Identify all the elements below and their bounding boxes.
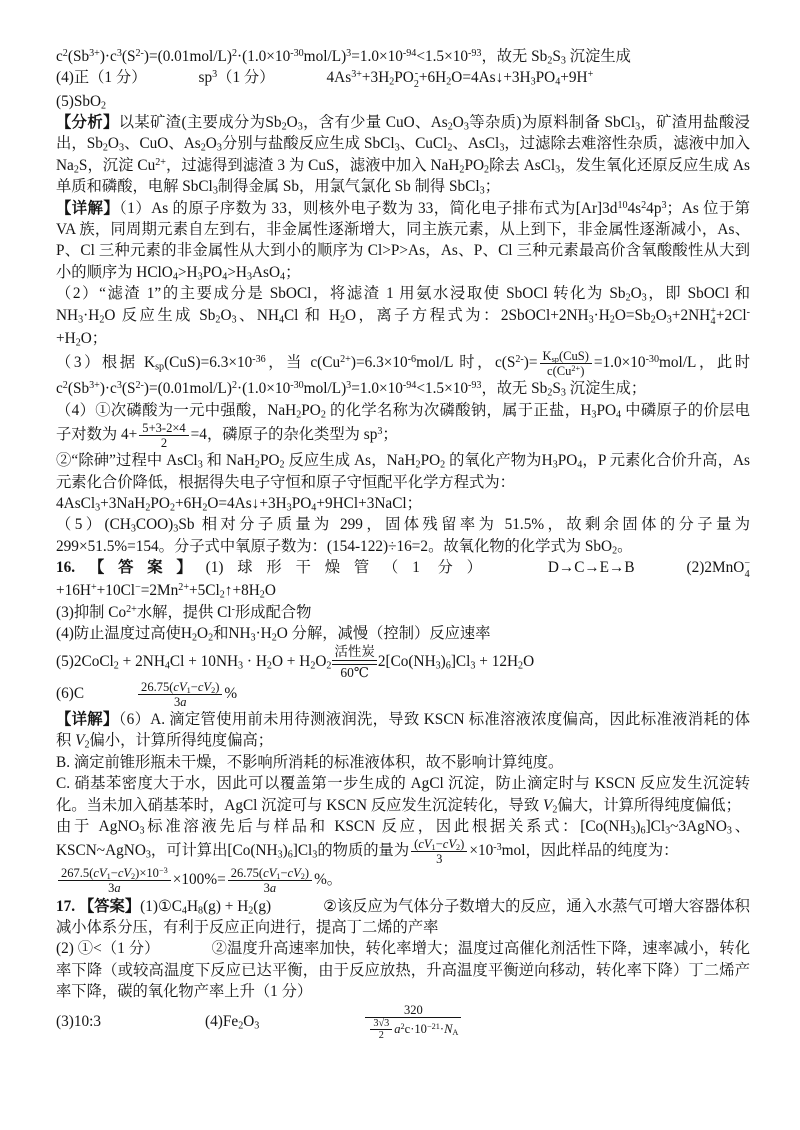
- answer-16-1-2: 16.【答案】(1)球形干燥管（1 分） D→C→E→B (2)2MnO − 4 $+16H^++10Cl^-=2Mn^{2+}+5Cl2↑+8H2O$: [56, 558, 751, 601]
- detail-16-6-option-c: C. 硝基苯密度大于水，因此可以覆盖第一步生成的 AgCl 沉淀，防止滴定时与 KSCN 反应发生沉淀转化。当未加入硝基苯时，AgCl 沉淀可与 KSCN 反应发生沉淀转化，导致 V2偏大，计算所得纯度偏低；: [56, 775, 750, 816]
- detail-15-4-part2: ②“除砷”过程中 AsCl3 和 NaH2PO2 反应生成 As，NaH2PO2 的氧化产物为H3PO4，P 元素化合价升高，As 元素化合价降低，根据得失电子守恒和原子守恒配平化学方程式为：: [56, 452, 750, 491]
- detail-15-3: （3）根据 $Ksp(CuS)=6.3\times 10^{-36}$，当 $c(Cu^{2+})=6.3\times 10^{-6}mol/L$ 时，$c(S^{2-})=$ $\frac{\text{Ksp(CuS)}}{c(Cu^{2+})}$ $=1.0\times 10^{-30}mol/L$，此时 $c^2(Sb^{3+})\cdot c^3(S^{2-})=(0.01mol/L)^2\cdot(1.0\times 10^{-30}mol/L)^3=1.0\times 10^{-94}<1.5\times 10^{-93}$，故无 Sb2S3 沉淀生成；: [56, 349, 750, 399]
- detail-15-4-part1: （4）①次磷酸为一元中强酸，NaH2PO2 的化学名称为次磷酸钠，属于正盐，H3PO4 中磷原子的价层电子对数为 4+ $\frac{5+3-2\times 4}{2}$ =4，磷原子的杂化类型为 $sp^3$；: [56, 401, 751, 451]
- answer-15-4: (4)正（1 分） $sp^3(1$ 分） $4As^{3+}+3H2PO$ - 2 +6H2O=4As↓+3H3PO4+9H+: [56, 68, 594, 90]
- answer-15-3-result-line: $c^2(Sb^{3+})\cdot c^3(S^{2-})=(0.01mol/L)^2\cdot(1.0\times 10^{-30}mol/L)^3=1.0\times 10^{-94}<1.5\times 10^{-93}$，故无 Sb2S3 沉淀生成: [56, 47, 631, 67]
- answer-16-6: (6)C $\frac{26.75(cV1-cV2)}{3a}$ %: [56, 679, 238, 709]
- answer-16-4: (4)防止温度过高使H2O2和NH3·H2O 分解，减慢（控制）反应速率: [56, 625, 491, 644]
- answer-16-3: (3)抑制 $Co^{2+}$水解，提供 Cl-形成配合物: [56, 603, 312, 621]
- detail-15-5: （5）(CH3COO)3Sb 相对分子质量为 299，固体残留率为 51.5%，故剩余固体的分子量为 299×51.5%=154。分子式中氧原子数为：(154-122)÷16=2。故氧化物的化学式为 SbO2。: [56, 516, 750, 557]
- detail-16-6-option-a: 【详解】（6）A. 滴定管使用前未用待测液润洗，导致 KSCN 标准溶液浓度偏高，因此标准液消耗的体积 V2偏小，计算所得纯度偏高；: [56, 710, 750, 751]
- answer-17-1: 17. 【答案】(1)①C4H8(g) + H2(g) ②该反应为气体分子数增大的反应，通入水蒸气可增大容器体积减小体系分压，有利于反应正向进行，提高丁二烯的产率: [56, 897, 750, 936]
- answer-16-5-equation: (5)2CoCl2 + 2NH4Cl + 10NH3 · H2O + H2O2 活性炭 60℃ 2[Co(NH3)6]Cl3 + 12H2O: [56, 643, 535, 680]
- detail-16-6-purity-formula: $\frac{267.5(cV1-cV2)\times 10^{-3}}{3a}$ ×100%= $\frac{26.75(cV1-cV2)}{3a}$ %。: [56, 866, 750, 895]
- detail-16-6-relation: 由于 AgNO3标准溶液先后与样品和 KSCN 反应，因此根据关系式：[Co(NH3)6]Cl3~3AgNO3、KSCN~AgNO3，可计算出[Co(NH3)6]Cl3的物质的量为 $\frac{(cV1-cV2)}{3}$ $\times 10^{-3}mol$，因此样品的纯度为：: [56, 817, 750, 867]
- answer-15-5: (5)SbO2: [56, 92, 107, 112]
- answer-17-3-4: (3)10:3 (4)Fe2O3 320 $\frac{3√3}{2}$ $a^2c\cdot 10^{-21}\cdot NA$: [56, 1003, 750, 1042]
- analysis-15: 【分析】以某矿渣(主要成分为Sb2O3，含有少量 CuO、As2O3等杂质)为原料制备 SbCl3，矿渣用盐酸浸出，Sb2O3、CuO、As2O3分别与盐酸反应生成 SbCl3、CuCl2、AsCl3，过滤除去难溶性杂质，滤液中加入 Na2S，沉淀 $Cu^{2+}$，过滤得到滤渣 3 为 CuS，滤液中加入 NaH2PO2除去 AsCl3，发生氧化还原反应生成 As 单质和磷酸，电解 SbCl3制得金属 Sb，用氯气氯化 Sb 制得 SbCl3；: [56, 113, 751, 197]
- equation-arsenic-reduction: 4AsCl3+3NaH2PO2+6H2O=4As↓+3H3PO4+9HCl+3NaCl；: [56, 494, 422, 514]
- detail-15-1: 【详解】（1）As 的原子序数为 33，则核外电子数为 33，简化电子排布式为$[Ar]3d^{10}4s^24p^3$；As 位于第 VA 族，同周期元素自左到右，非金属性逐渐增大，同主族元素，从上到下，非金属性逐渐减小，As、P、Cl 三种元素的非金属性从大到小的顺序为 Cl>P>As，As、P、Cl 三种元素最高价含氧酸酸性从大到小的顺序为 HClO4>H3PO4>H3AsO4；: [56, 199, 750, 283]
- answer-17-2: (2) ①<（1 分） ②温度升高速率加快，转化率增大；温度过高催化剂活性下降，速率减小，转化率下降（或较高温度下反应已达平衡，由于反应放热，升高温度平衡逆向移动，转化率下降）丁二烯产率下降，碳的氧化物产率上升（1 分）: [56, 940, 750, 1001]
- detail-16-6-option-b: B. 滴定前锥形瓶未干燥，不影响所消耗的标准液体积，故不影响计算纯度。: [56, 753, 564, 771]
- detail-15-2: （2）“滤渣 1”的主要成分是 SbOCl，将滤渣 1 用氨水浸取使 SbOCl 转化为 Sb2O3，即 SbOCl 和 NH3·H2O 反应生成 Sb2O3、NH4Cl 和 H2O，离子方程式为：2SbOCl+2NH3·H2O=Sb2O3+2NH + 4 +2Cl-+H2O；: [56, 285, 750, 349]
